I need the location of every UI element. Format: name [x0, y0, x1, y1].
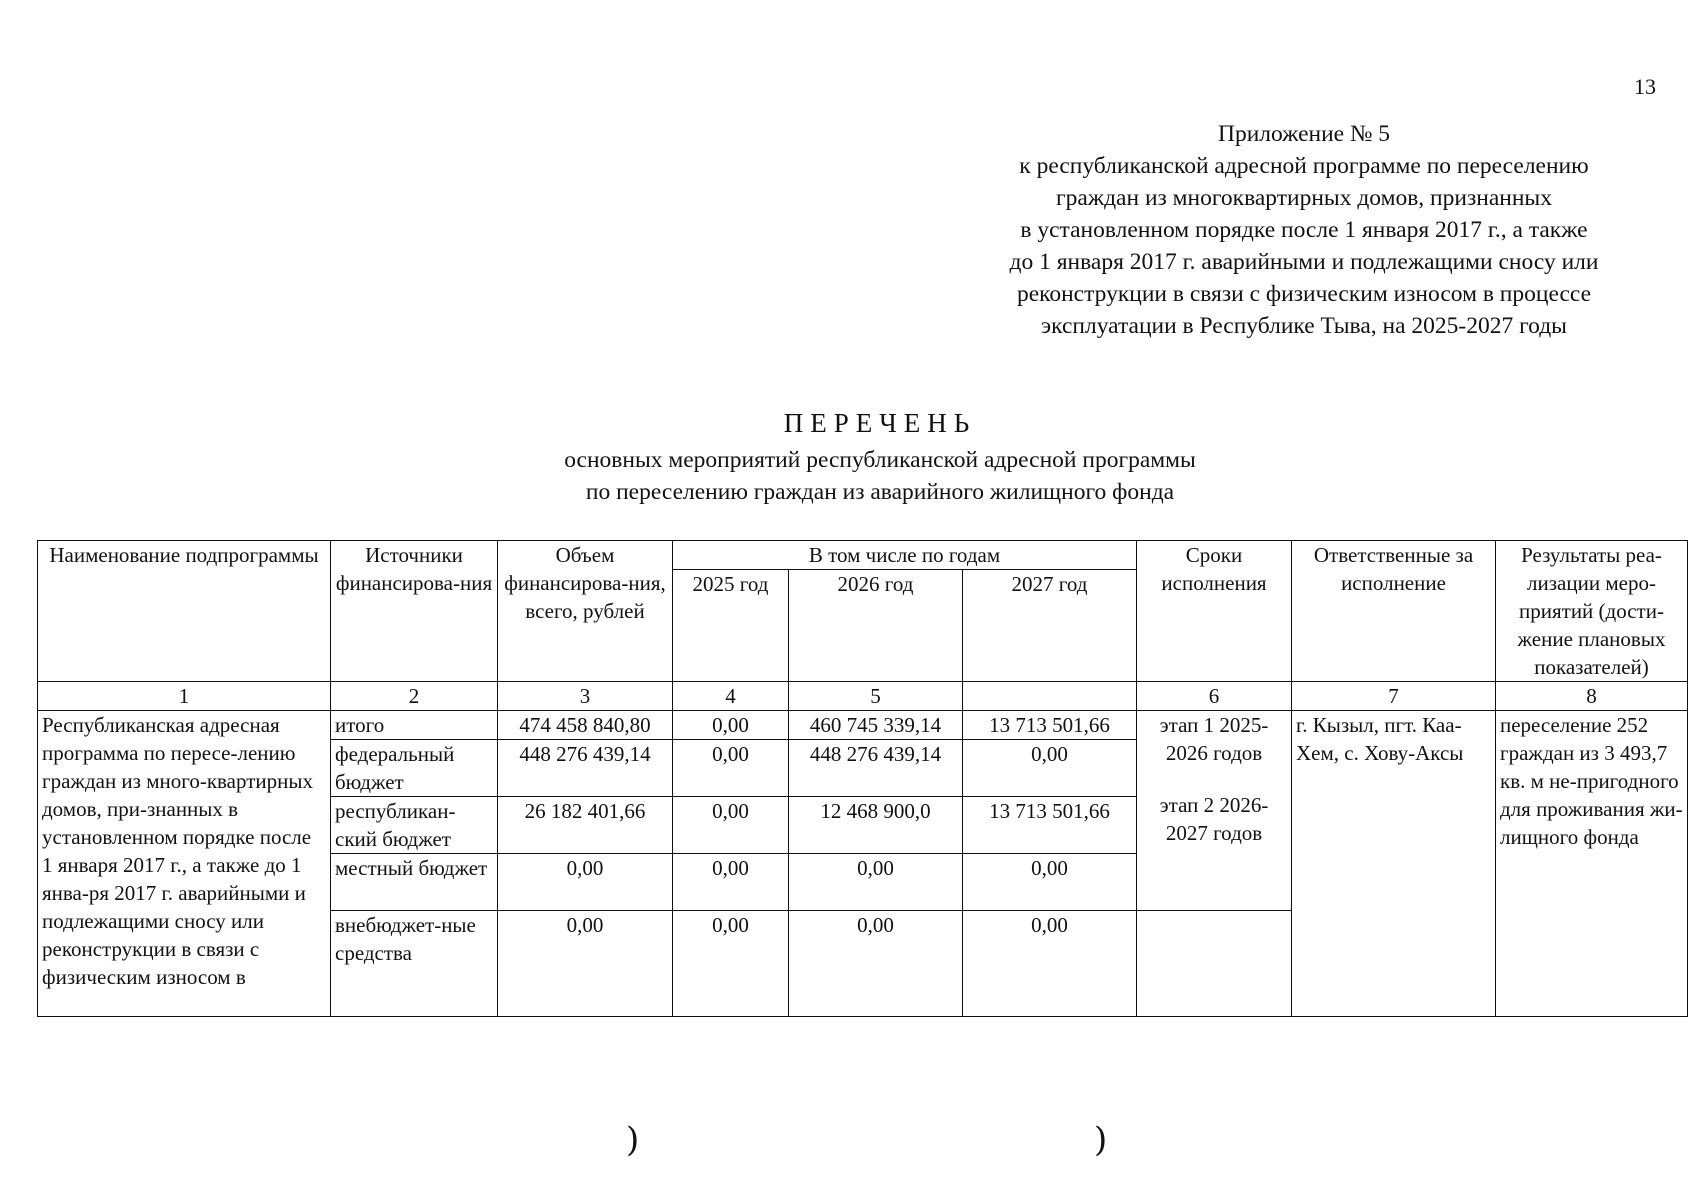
column-number — [963, 682, 1137, 711]
header-name: Наименование подпрограммы — [38, 541, 331, 682]
funding-source: республикан-ский бюджет — [331, 797, 498, 854]
funding-2025: 0,00 — [673, 854, 789, 911]
funding-total: 448 276 439,14 — [498, 740, 673, 797]
column-number: 8 — [1496, 682, 1688, 711]
header-by-years: В том числе по годам — [673, 541, 1137, 570]
expected-results: переселение 252 граждан из 3 493,7 кв. м не-пригодного для проживания жи-лищного фонда — [1496, 711, 1688, 1017]
funding-source: внебюджет-ные средства — [331, 911, 498, 1017]
funding-2025: 0,00 — [673, 711, 789, 740]
appendix-line: граждан из многоквартирных домов, признанных — [1056, 185, 1552, 211]
document-title: ПЕРЕЧЕНЬ — [783, 408, 977, 438]
funding-2027: 0,00 — [963, 740, 1137, 797]
funding-source: местный бюджет — [331, 854, 498, 911]
appendix-line: к республиканской адресной программе по переселению — [1019, 153, 1589, 179]
table-row — [38, 711, 1688, 740]
column-number: 5 — [789, 682, 963, 711]
funding-total: 0,00 — [498, 911, 673, 1017]
funding-total: 474 458 840,80 — [498, 711, 673, 740]
column-number: 3 — [498, 682, 673, 711]
column-number: 7 — [1292, 682, 1496, 711]
header-results: Результаты реа-лизации меро-приятий (дости-жение плановых показателей) — [1496, 541, 1688, 682]
appendix-line: реконструкции в связи с физическим износом в процессе — [1016, 281, 1592, 307]
header-source: Источники финансирова-ния — [331, 541, 498, 682]
header-2026: 2026 год — [789, 570, 963, 682]
appendix-line: эксплуатации в Республике Тыва, на 2025-2027 годы — [1041, 313, 1567, 339]
subtitle-line: основных мероприятий республиканской адресной программы — [564, 447, 1196, 473]
footer-mark: ) — [626, 1120, 640, 1160]
funding-2025: 0,00 — [673, 797, 789, 854]
funding-2025: 0,00 — [673, 740, 789, 797]
column-number-row — [38, 682, 1688, 711]
column-number: 6 — [1137, 682, 1292, 711]
funding-2026: 448 276 439,14 — [789, 740, 963, 797]
funding-source: итого — [331, 711, 498, 740]
funding-2026: 12 468 900,0 — [789, 797, 963, 854]
page-number: 13 — [1634, 74, 1656, 99]
appendix-heading — [934, 118, 1674, 342]
terms-stage-1: этап 1 2025-2026 годов — [1159, 713, 1269, 765]
document-subtitle — [380, 444, 1380, 508]
funding-source: федеральный бюджет — [331, 740, 498, 797]
funding-2027: 0,00 — [963, 854, 1137, 911]
funding-2027: 13 713 501,66 — [963, 711, 1137, 740]
execution-terms — [1137, 711, 1292, 911]
footer-mark: ) — [1094, 1120, 1108, 1160]
funding-total: 0,00 — [498, 854, 673, 911]
subtitle-line: по переселению граждан из аварийного жилищного фонда — [585, 479, 1175, 505]
funding-2025: 0,00 — [673, 911, 789, 1017]
funding-2026: 0,00 — [789, 854, 963, 911]
terms-stage-2: этап 2 2026-2027 годов — [1159, 793, 1269, 845]
responsible-parties: г. Кызыл, пгт. Каа-Хем, с. Хову-Аксы — [1292, 711, 1496, 1017]
appendix-line: Приложение № 5 — [1217, 121, 1391, 147]
column-number: 1 — [38, 682, 331, 711]
empty-cell — [1137, 911, 1292, 1017]
funding-total: 26 182 401,66 — [498, 797, 673, 854]
header-2025: 2025 год — [673, 570, 789, 682]
measures-table — [37, 540, 1688, 1017]
program-name: Республиканская адресная программа по пересе-лению граждан из много-квартирных домов, при-знанных в установленном порядке после 1 января 2017 г., а также до 1 янва-ря 2017 г. аварийными и подлежащими сносу или реконструкции в связи с физическим износом в — [38, 711, 331, 1017]
header-terms: Сроки исполнения — [1137, 541, 1292, 682]
funding-2027: 0,00 — [963, 911, 1137, 1017]
funding-2026: 460 745 339,14 — [789, 711, 963, 740]
column-number: 4 — [673, 682, 789, 711]
funding-2026: 0,00 — [789, 911, 963, 1017]
appendix-line: до 1 января 2017 г. аварийными и подлежащими сносу или — [1009, 249, 1599, 275]
funding-2027: 13 713 501,66 — [963, 797, 1137, 854]
header-volume: Объем финансирова-ния, всего, рублей — [498, 541, 673, 682]
header-responsible: Ответственные за исполнение — [1292, 541, 1496, 682]
appendix-line: в установленном порядке после 1 января 2017 г., а также — [1020, 217, 1588, 243]
header-2027: 2027 год — [963, 570, 1137, 682]
column-number: 2 — [331, 682, 498, 711]
